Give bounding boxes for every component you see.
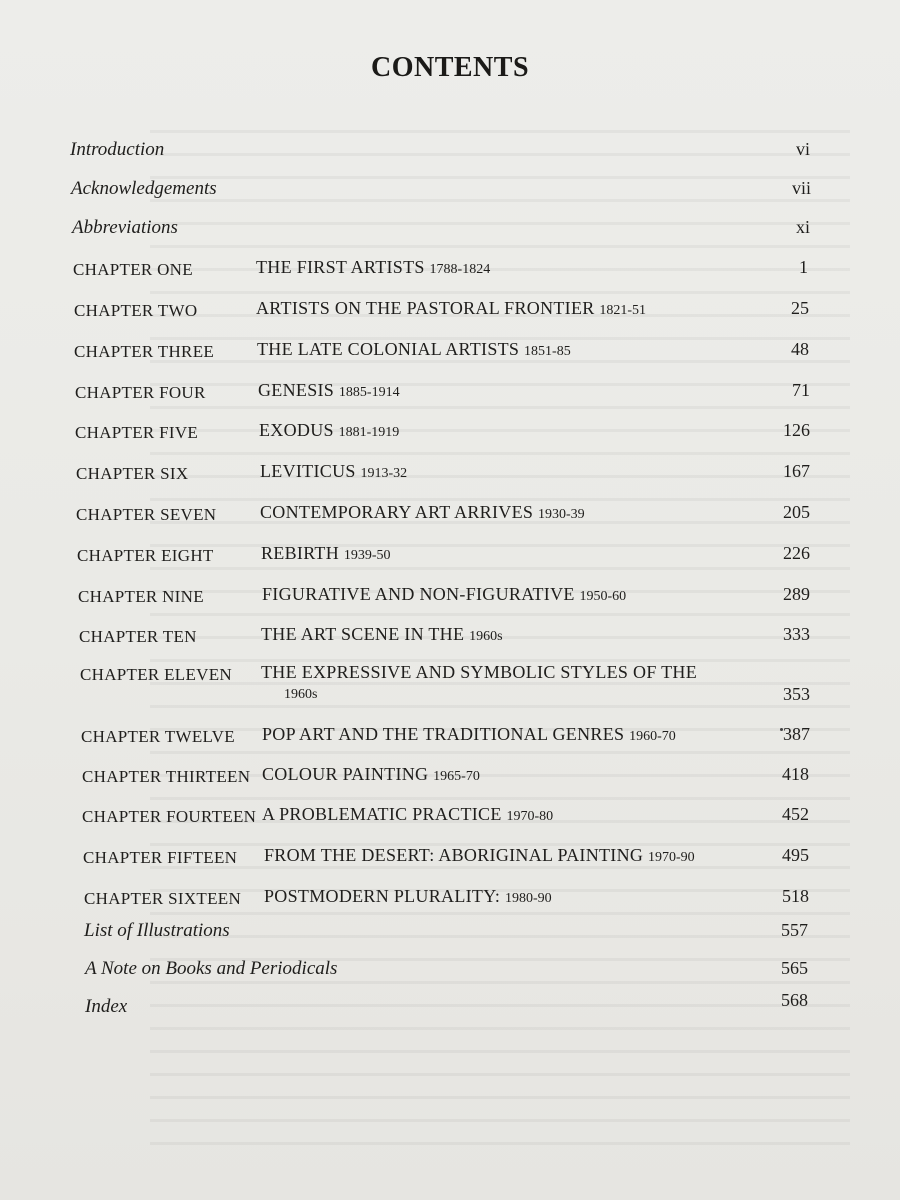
toc-page-number: 71	[792, 380, 810, 400]
chapter-years: 1980-90	[504, 891, 552, 906]
chapter-title-text: GENESIS	[258, 380, 335, 400]
toc-chapter-entry	[75, 420, 815, 450]
chapter-years: 1885-1914	[338, 385, 400, 400]
toc-page-number: 126	[783, 420, 810, 440]
chapter-number: CHAPTER FIVE	[75, 423, 199, 442]
toc-chapter-entry	[74, 298, 814, 328]
chapter-title-text: POP ART AND THE TRADITIONAL GENRES	[262, 724, 625, 744]
chapter-years: 1960s	[469, 629, 503, 644]
toc-page-number: 518	[782, 886, 809, 906]
toc-chapter-entry	[73, 257, 813, 287]
chapter-title	[259, 420, 399, 441]
chapter-years: 1788-1824	[429, 262, 491, 277]
chapter-title-text: COLOUR PAINTING	[262, 764, 429, 784]
toc-page-number: 557	[781, 920, 808, 940]
chapter-title-text: A PROBLEMATIC PRACTICE	[262, 804, 502, 824]
toc-page-number: 387	[783, 724, 810, 744]
toc-page-number: 495	[782, 845, 809, 865]
chapter-years: 1821-51	[599, 303, 647, 318]
chapter-number: CHAPTER TWELVE	[81, 727, 235, 746]
chapter-title-text: THE LATE COLONIAL ARTISTS	[257, 339, 520, 359]
toc-page-number: 226	[783, 543, 810, 563]
toc-page-number: 565	[781, 958, 808, 978]
chapter-title	[256, 257, 490, 278]
chapter-title-text: POSTMODERN PLURALITY:	[264, 886, 501, 906]
toc-front-entry	[72, 217, 812, 247]
chapter-years: 1970-90	[648, 850, 695, 865]
chapter-title	[262, 584, 626, 605]
chapter-number: CHAPTER FOURTEEN	[82, 807, 257, 826]
toc-chapter-entry	[79, 624, 819, 654]
toc-chapter-entry	[83, 845, 823, 875]
toc-page-number: 205	[783, 502, 810, 522]
toc-back-entry	[85, 958, 825, 988]
chapter-number: CHAPTER NINE	[78, 587, 204, 606]
chapter-number: CHAPTER SEVEN	[76, 505, 217, 524]
toc-chapter-entry	[84, 886, 824, 916]
toc-page-number: 25	[791, 298, 809, 318]
toc-page-number: vii	[791, 178, 811, 198]
chapter-years: 1881-1919	[338, 425, 400, 440]
toc-page-number: 568	[781, 990, 808, 1010]
chapter-title-text: THE ART SCENE IN THE	[261, 624, 465, 644]
chapter-number: CHAPTER FIFTEEN	[83, 848, 238, 867]
chapter-years: 1939-50	[343, 548, 391, 563]
toc-page-number: 167	[783, 461, 810, 481]
chapter-years: 1851-85	[524, 344, 571, 359]
chapter-number: CHAPTER THIRTEEN	[82, 767, 251, 786]
chapter-title-continuation: 1960s	[284, 687, 318, 702]
chapter-title	[264, 886, 552, 907]
chapter-title-text: EXODUS	[259, 420, 334, 440]
chapter-title	[262, 724, 676, 745]
toc-chapter-entry	[82, 764, 822, 794]
toc-chapter-entry	[76, 502, 816, 532]
chapter-number: CHAPTER TEN	[79, 627, 197, 646]
toc-front-entry	[70, 139, 810, 169]
chapter-number: CHAPTER ONE	[73, 260, 193, 279]
chapter-title	[258, 380, 400, 401]
chapter-title	[264, 845, 695, 866]
chapter-title-text: REBIRTH	[261, 543, 340, 563]
toc-chapter-entry	[75, 380, 815, 410]
toc-back-label: A Note on Books and Periodicals	[85, 958, 338, 979]
toc-page-number: 289	[783, 584, 810, 604]
toc-page-number: vi	[795, 139, 810, 159]
chapter-number: CHAPTER SIXTEEN	[84, 889, 242, 908]
toc-front-label: Introduction	[70, 139, 165, 160]
page-title: CONTENTS	[370, 52, 530, 83]
chapter-title	[257, 339, 571, 360]
chapter-years: 1960-70	[629, 729, 676, 744]
chapter-title-text: THE FIRST ARTISTS	[256, 257, 425, 277]
chapter-title	[256, 298, 646, 319]
toc-front-label: Abbreviations	[72, 217, 178, 238]
chapter-title-text: FROM THE DESERT: ABORIGINAL PAINTING	[264, 845, 644, 865]
chapter-title-text: LEVITICUS	[260, 461, 356, 481]
toc-back-label: List of Illustrations	[84, 920, 230, 941]
toc-back-entry	[85, 990, 825, 1026]
toc-page-number: 333	[783, 624, 810, 644]
chapter-title	[260, 461, 407, 482]
chapter-number: CHAPTER THREE	[74, 342, 215, 361]
toc-chapter-entry	[82, 804, 822, 834]
chapter-number: CHAPTER EIGHT	[77, 546, 214, 565]
toc-chapter-entry	[74, 339, 814, 369]
chapter-title	[260, 502, 585, 523]
toc-chapter-entry	[77, 543, 817, 573]
chapter-title-text: CONTEMPORARY ART ARRIVES	[260, 502, 534, 522]
chapter-years: 1970-80	[506, 809, 554, 824]
chapter-title	[262, 804, 553, 825]
toc-page-number: 452	[782, 804, 809, 824]
toc-back-label: Index	[85, 996, 128, 1017]
chapter-title	[261, 662, 697, 683]
toc-chapter-entry	[76, 461, 816, 491]
chapter-title-text: ARTISTS ON THE PASTORAL FRONTIER	[256, 298, 595, 318]
ink-speck	[780, 728, 783, 731]
chapter-title	[261, 624, 503, 645]
chapter-years: 1913-32	[360, 466, 408, 481]
chapter-title	[262, 764, 480, 785]
toc-page-number: 1	[799, 257, 808, 277]
toc-page-number: xi	[795, 217, 810, 237]
chapter-number: CHAPTER FOUR	[75, 383, 206, 402]
toc-page-number: 353	[783, 684, 810, 704]
toc-front-entry	[71, 178, 811, 208]
chapter-title-text: FIGURATIVE AND NON-FIGURATIVE	[262, 584, 575, 604]
chapter-years: 1930-39	[538, 507, 585, 522]
chapter-years: 1965-70	[433, 769, 480, 784]
toc-back-entry	[84, 920, 824, 950]
chapter-years: 1950-60	[579, 589, 627, 604]
chapter-number: CHAPTER TWO	[74, 301, 198, 320]
toc-page-number: 418	[782, 764, 809, 784]
chapter-number: CHAPTER ELEVEN	[80, 665, 232, 684]
toc-chapter-entry	[80, 662, 820, 708]
toc-page-number: 48	[791, 339, 809, 359]
toc-chapter-entry	[78, 584, 818, 614]
chapter-number: CHAPTER SIX	[76, 464, 189, 483]
chapter-title	[261, 543, 391, 564]
toc-front-label: Acknowledgements	[71, 178, 217, 199]
toc-chapter-entry	[81, 724, 821, 754]
chapter-title-text: THE EXPRESSIVE AND SYMBOLIC STYLES OF THE	[261, 662, 698, 682]
